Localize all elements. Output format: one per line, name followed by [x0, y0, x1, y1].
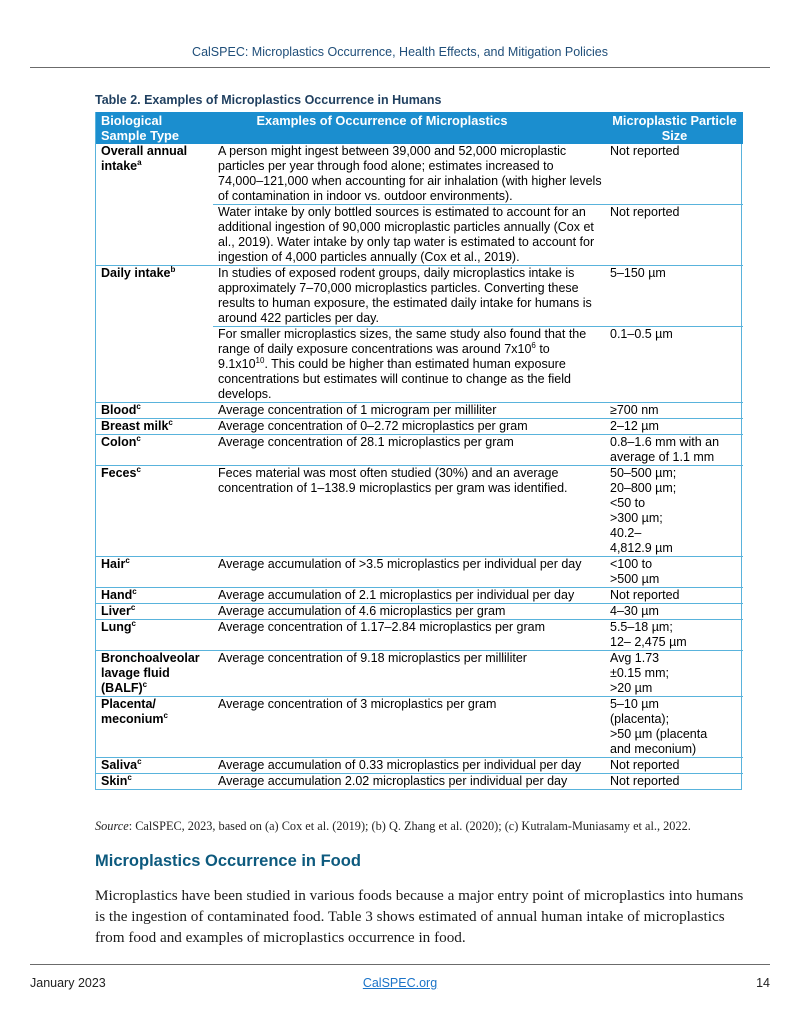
- table-row: [96, 588, 743, 604]
- example-text: Feces material was most often studied (30%) and an average concentration of 1–138.9 microplastics per gram was identified.: [218, 466, 568, 495]
- sample-type-cell: [96, 403, 213, 419]
- example-text: Water intake by only bottled sources is estimated to account for an additional ingestion of 90,000 microplastic particles annually (Cox et al., 2019). Water intake by only tap water is estimated to account for ingestion of 4,000 particles annually (Cox et al., 2019).: [218, 205, 595, 264]
- particle-size-cell: [606, 435, 743, 466]
- table-row: [96, 620, 743, 651]
- example-cell: [213, 697, 606, 758]
- table-row: [96, 557, 743, 588]
- header-divider: [30, 67, 770, 68]
- sample-type-label: Daily intake: [101, 266, 171, 280]
- particle-size-text: Not reported: [610, 588, 680, 602]
- table-row: [96, 435, 743, 466]
- example-text: Average accumulation of >3.5 microplastics per individual per day: [218, 557, 582, 571]
- sample-type-cell: [96, 144, 213, 266]
- table-header-row: [96, 112, 743, 144]
- particle-size-cell: [606, 266, 743, 327]
- footnote-marker: c: [127, 773, 132, 782]
- footnote-marker: c: [136, 402, 141, 411]
- column-header-examples: Examples of Occurrence of Microplastics: [213, 112, 606, 144]
- sample-type-cell: [96, 466, 213, 557]
- particle-size-line: ±0.15 mm;: [610, 666, 669, 680]
- example-text: A person might ingest between 39,000 and 52,000 microplastic particles per year through food alone; estimates increased to 74,000–121,000 when accounting for air inhalation (with higher levels of contamination in indoor vs. outdoor environments).: [218, 144, 602, 203]
- example-text: Average accumulation of 0.33 microplastics per individual per day: [218, 758, 582, 772]
- particle-size-cell: [606, 774, 743, 790]
- example-cell: [213, 651, 606, 697]
- example-cell: [213, 588, 606, 604]
- table-row: [96, 697, 743, 758]
- particle-size-line: 50–500 µm;: [610, 466, 677, 480]
- sample-type-label: Overall annual intake: [101, 144, 188, 173]
- footer-site-link[interactable]: CalSPEC.org: [362, 976, 438, 990]
- example-cell: [213, 419, 606, 435]
- sample-type-cell: [96, 651, 213, 697]
- example-cell: [213, 435, 606, 466]
- example-cell: [213, 205, 606, 266]
- particle-size-line: >300 µm;: [610, 511, 663, 525]
- footnote-marker: c: [125, 556, 130, 565]
- example-text: Average concentration of 28.1 microplastics per gram: [218, 435, 514, 449]
- particle-size-text: ≥700 nm: [610, 403, 659, 417]
- sample-type-label: Saliva: [101, 758, 138, 772]
- exponent: 10: [255, 356, 265, 365]
- occurrence-table: [95, 112, 742, 790]
- column-header-particle-size: Microplastic Particle Size: [606, 112, 743, 144]
- table-row: [96, 419, 743, 435]
- particle-size-line: 5.5–18 µm;: [610, 620, 673, 634]
- exponent: 6: [531, 341, 536, 350]
- example-text: Average concentration of 1 microgram per milliliter: [218, 403, 497, 417]
- example-cell: [213, 403, 606, 419]
- particle-size-line: <50 to: [610, 496, 646, 510]
- particle-size-line: <100 to: [610, 557, 653, 571]
- particle-size-cell: [606, 557, 743, 588]
- example-cell: [213, 144, 606, 205]
- footnote-marker: c: [131, 619, 136, 628]
- sample-type-cell: [96, 697, 213, 758]
- table-row: [96, 774, 743, 790]
- table-row: [96, 758, 743, 774]
- particle-size-line: Avg 1.73: [610, 651, 660, 665]
- example-cell: [213, 620, 606, 651]
- footnote-marker: c: [132, 587, 137, 596]
- page-number: 14: [756, 976, 770, 990]
- footnote-marker: c: [136, 465, 141, 474]
- example-text: For smaller microplastics sizes, the same study also found that the range of daily exposure concentrations was around 7x10: [218, 327, 587, 356]
- particle-size-line: (placenta);: [610, 712, 670, 726]
- table-title: Table 2. Examples of Microplastics Occurrence in Humans: [95, 93, 442, 107]
- sample-type-cell: [96, 604, 213, 620]
- sample-type-cell: [96, 266, 213, 403]
- particle-size-cell: [606, 604, 743, 620]
- particle-size-cell: [606, 419, 743, 435]
- particle-size-line: 5–10 µm: [610, 697, 659, 711]
- sample-type-label: Hair: [101, 557, 126, 571]
- sample-type-cell: [96, 620, 213, 651]
- sample-type-label: Lung: [101, 620, 132, 634]
- section-heading: Microplastics Occurrence in Food: [95, 852, 361, 870]
- footnote-marker: b: [170, 265, 176, 274]
- source-label: Source: [95, 819, 129, 833]
- particle-size-line: >20 µm: [610, 681, 653, 695]
- table-source-note: [95, 819, 755, 834]
- footnote-marker: a: [137, 158, 142, 167]
- example-cell: [213, 774, 606, 790]
- particle-size-cell: [606, 466, 743, 557]
- sample-type-label: Blood: [101, 403, 137, 417]
- particle-size-text: Not reported: [610, 144, 680, 158]
- particle-size-line: 4,812.9 µm: [610, 541, 673, 555]
- example-text: Average accumulation of 4.6 microplastics per gram: [218, 604, 506, 618]
- example-text: Average concentration of 1.17–2.84 microplastics per gram: [218, 620, 546, 634]
- particle-size-line: and meconium): [610, 742, 697, 756]
- footnote-marker: c: [142, 680, 148, 689]
- example-cell: [213, 266, 606, 327]
- sample-type-label: Feces: [101, 466, 137, 480]
- particle-size-cell: [606, 758, 743, 774]
- sample-type-cell: [96, 435, 213, 466]
- example-text: Average accumulation 2.02 microplastics per individual per day: [218, 774, 568, 788]
- sample-type-label: Breast milk: [101, 419, 169, 433]
- example-cell: [213, 466, 606, 557]
- particle-size-text: Not reported: [610, 758, 680, 772]
- sample-type-cell: [96, 419, 213, 435]
- example-text: Average concentration of 9.18 microplastics per milliliter: [218, 651, 527, 665]
- example-cell: [213, 557, 606, 588]
- particle-size-text: 4–30 µm: [610, 604, 659, 618]
- footnote-marker: c: [136, 434, 141, 443]
- example-text: Average accumulation of 2.1 microplastics per individual per day: [218, 588, 575, 602]
- particle-size-text: 2–12 µm: [610, 419, 659, 433]
- particle-size-cell: [606, 205, 743, 266]
- particle-size-text: 0.1–0.5 µm: [610, 327, 673, 341]
- example-text: to 9.1x10: [218, 342, 550, 371]
- sample-type-label: Bronchoalveolar lavage fluid (BALF): [101, 651, 200, 695]
- particle-size-text: 5–150 µm: [610, 266, 666, 280]
- sample-type-label: Colon: [101, 435, 137, 449]
- table-row: [96, 604, 743, 620]
- sample-type-label: Hand: [101, 588, 133, 602]
- sample-type-label: Placenta/ meconium: [101, 697, 164, 726]
- particle-size-text: Not reported: [610, 774, 680, 788]
- table-row: [96, 651, 743, 697]
- sample-type-cell: [96, 758, 213, 774]
- source-text: : CalSPEC, 2023, based on (a) Cox et al. (2019); (b) Q. Zhang et al. (2020); (c) Kutralam-Muniasamy et al., 2022.: [128, 819, 691, 833]
- table-row: [96, 403, 743, 419]
- particle-size-line: >500 µm: [610, 572, 660, 586]
- particle-size-cell: [606, 651, 743, 697]
- footer-date: January 2023: [30, 976, 106, 990]
- example-cell: [213, 604, 606, 620]
- footnote-marker: c: [137, 757, 142, 766]
- particle-size-line: 12– 2,475 µm: [610, 635, 687, 649]
- footnote-marker: c: [168, 418, 173, 427]
- example-cell: [213, 327, 606, 403]
- sample-type-label: Skin: [101, 774, 128, 788]
- particle-size-cell: [606, 588, 743, 604]
- particle-size-cell: [606, 620, 743, 651]
- footnote-marker: c: [130, 603, 136, 612]
- table-row: [96, 466, 743, 557]
- example-text: Average concentration of 3 microplastics per gram: [218, 697, 497, 711]
- example-text: . This could be higher than estimated human exposure concentrations but estimates will continue to change as the field develops.: [218, 357, 571, 401]
- particle-size-cell: [606, 327, 743, 403]
- particle-size-cell: [606, 144, 743, 205]
- particle-size-text: Not reported: [610, 205, 680, 219]
- example-text: Average concentration of 0–2.72 microplastics per gram: [218, 419, 528, 433]
- sample-type-cell: [96, 774, 213, 790]
- particle-size-line: 40.2–: [610, 526, 642, 540]
- table-row: [96, 144, 743, 205]
- footer-divider: [30, 964, 770, 965]
- particle-size-text: 0.8–1.6 mm with an average of 1.1 mm: [610, 435, 720, 464]
- particle-size-line: >50 µm (placenta: [610, 727, 708, 741]
- example-cell: [213, 758, 606, 774]
- table-row: [96, 266, 743, 327]
- running-header: CalSPEC: Microplastics Occurrence, Health Effects, and Mitigation Policies: [192, 45, 608, 59]
- footnote-marker: c: [163, 711, 168, 720]
- sample-type-cell: [96, 557, 213, 588]
- body-paragraph: Microplastics have been studied in various foods because a major entry point of microplastics into humans is the ingestion of contaminated food. Table 3 shows estimated of annual human intake of microplastics from food and examples of microplastics occurrence in food.: [95, 887, 744, 946]
- particle-size-line: 20–800 µm;: [610, 481, 677, 495]
- column-header-sample-type: Biological Sample Type: [96, 112, 213, 144]
- sample-type-label: Liver: [101, 604, 131, 618]
- example-text: In studies of exposed rodent groups, daily microplastics intake is approximately 7–70,000 microplastics particles. Converting these results to human exposure, the estimated daily intake for humans is around 422 particles per day.: [218, 266, 592, 325]
- particle-size-cell: [606, 403, 743, 419]
- sample-type-cell: [96, 588, 213, 604]
- particle-size-cell: [606, 697, 743, 758]
